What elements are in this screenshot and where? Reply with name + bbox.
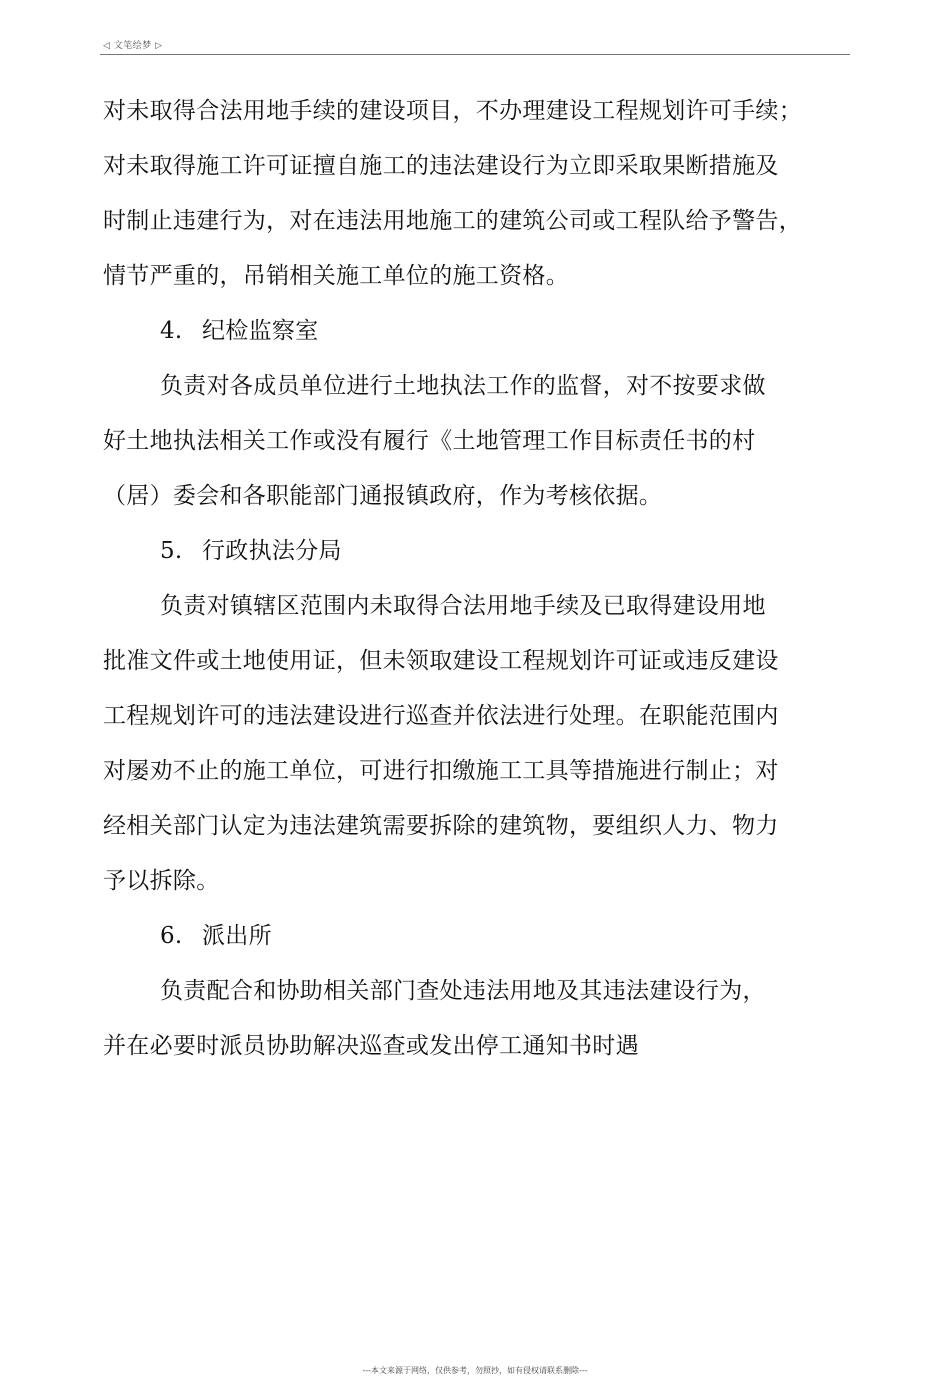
section-heading-5 [103,538,863,565]
paragraph-line: 并在必要时派员协助解决巡查或发出停工通知书时遇 [103,1033,639,1059]
paragraph-line: 情节严重的，吊销相关施工单位的施工资格。 [103,263,569,289]
document-body [103,98,863,1088]
section-number: 6. [160,923,183,949]
paragraph-line: 负责对镇辖区范围内未取得合法用地手续及已取得建设用地 [160,593,766,619]
page-header: ◁ 文笔绘梦 ▷ [103,41,163,51]
paragraph-line: 时制止违建行为，对在违法用地施工的建筑公司或工程队给予警告， [103,208,802,234]
section-title: 行政执法分局 [202,538,342,564]
paragraph-line: 负责配合和协助相关部门查处违法用地及其违法建设行为， [160,978,766,1004]
paragraph-line: 对未取得施工许可证擅自施工的违法建设行为立即采取果断措施及 [103,153,779,179]
paragraph-line: 对屡劝不止的施工单位，可进行扣缴施工工具等措施进行制止；对 [103,758,779,784]
paragraph-line: 批准文件或土地使用证，但未领取建设工程规划许可证或违反建设 [103,648,779,674]
page-footer: ---本文来源于网络，仅供参考，勿照抄，如有侵权请联系删除--- [362,1366,588,1375]
section-number: 4. [160,318,183,344]
header-divider [100,54,850,55]
paragraph-line: （居）委会和各职能部门通报镇政府，作为考核依据。 [103,483,663,509]
section-title: 纪检监察室 [202,318,319,344]
paragraph-line: 工程规划许可的违法建设进行巡查并依法进行处理。在职能范围内 [103,703,779,729]
paragraph-line: 对未取得合法用地手续的建设项目，不办理建设工程规划许可手续； [103,98,802,124]
section-number: 5. [160,538,183,564]
section-title: 派出所 [202,923,272,949]
paragraph-line: 经相关部门认定为违法建筑需要拆除的建筑物，要组织人力、物力 [103,813,779,839]
section-heading-4 [103,318,863,345]
paragraph-line: 予以拆除。 [103,868,220,894]
section-heading-6 [103,923,863,950]
paragraph-line: 好土地执法相关工作或没有履行《土地管理工作目标责任书的村 [103,428,756,454]
paragraph-line: 负责对各成员单位进行土地执法工作的监督，对不按要求做 [160,373,766,399]
